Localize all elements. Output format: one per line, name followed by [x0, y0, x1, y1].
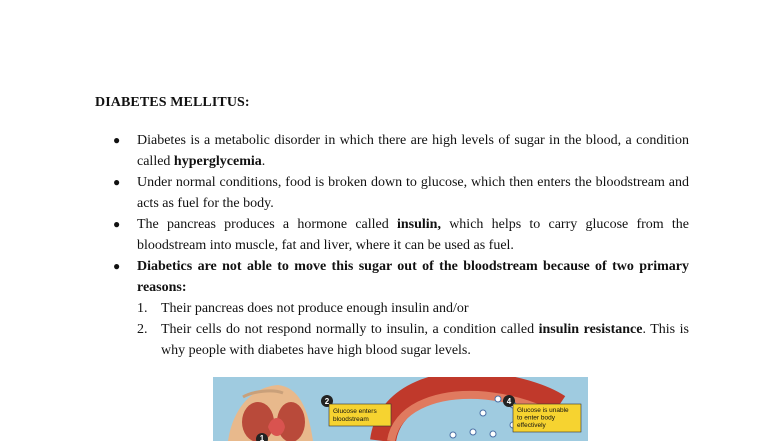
- reason-1-text: Their pancreas does not produce enough insulin and/or: [161, 301, 469, 316]
- callout-2-number: 2: [324, 397, 330, 406]
- glucose-dot: [470, 429, 476, 435]
- bullet-3-text: The pancreas produces a hormone called: [137, 217, 397, 232]
- reason-2-pre: Their cells do not respond normally to insulin, a condition called: [161, 322, 539, 337]
- callout-2-label: Glucose enters bloodstream: [333, 408, 377, 423]
- document-heading: DIABETES MELLITUS:: [95, 95, 250, 110]
- glucose-dot: [490, 431, 496, 437]
- bullet-3-bold: insulin,: [396, 217, 441, 232]
- bullet-1-bold: hyperglycemia: [173, 154, 262, 169]
- bullet-3-post: which helps to carry glucose from the bloodstream into muscle, fat and liver, where it can be used as fuel.: [137, 217, 689, 253]
- glucose-dot: [450, 432, 456, 438]
- reason-item-2: [137, 319, 689, 361]
- reason-2-post: . This is why people with diabetes have high blood sugar levels.: [161, 322, 689, 358]
- diabetes-illustration: [213, 377, 588, 441]
- bullet-item-1: [113, 130, 689, 172]
- reason-item-1: [137, 298, 689, 319]
- reason-1-number: 1.: [137, 301, 148, 316]
- reason-2-bold: insulin resistance: [538, 322, 643, 337]
- bullet-item-4: [113, 256, 689, 361]
- bullet-1-post: .: [261, 154, 266, 169]
- illustration-svg: [213, 377, 588, 441]
- bullet-dot-icon: ●: [113, 133, 121, 147]
- bullet-2-text: Under normal conditions, food is broken down to glucose, which then enters the bloodstream and acts as fuel for the body.: [137, 175, 689, 211]
- reasons-list: [137, 298, 689, 361]
- bullet-item-3: [113, 214, 689, 256]
- bullet-dot-icon: ●: [113, 259, 121, 273]
- glucose-dot: [495, 396, 501, 402]
- bullet-1-text: Diabetes is a metabolic disorder in which there are high levels of sugar in the blood, a condition called: [137, 133, 689, 169]
- callout-4-label: Glucose is unable to enter body effectively: [517, 407, 569, 429]
- bullet-dot-icon: ●: [113, 175, 121, 189]
- glucose-dot: [480, 410, 486, 416]
- callout-1-number: 1: [259, 434, 265, 441]
- bullet-dot-icon: ●: [113, 217, 121, 231]
- callout-4-number: 4: [506, 397, 512, 406]
- bullet-item-2: [113, 172, 689, 214]
- bullet-list: [113, 130, 689, 361]
- reason-2-number: 2.: [137, 322, 148, 337]
- bullet-4-text: Diabetics are not able to move this sugar out of the bloodstream because of two primary reasons:: [137, 259, 689, 295]
